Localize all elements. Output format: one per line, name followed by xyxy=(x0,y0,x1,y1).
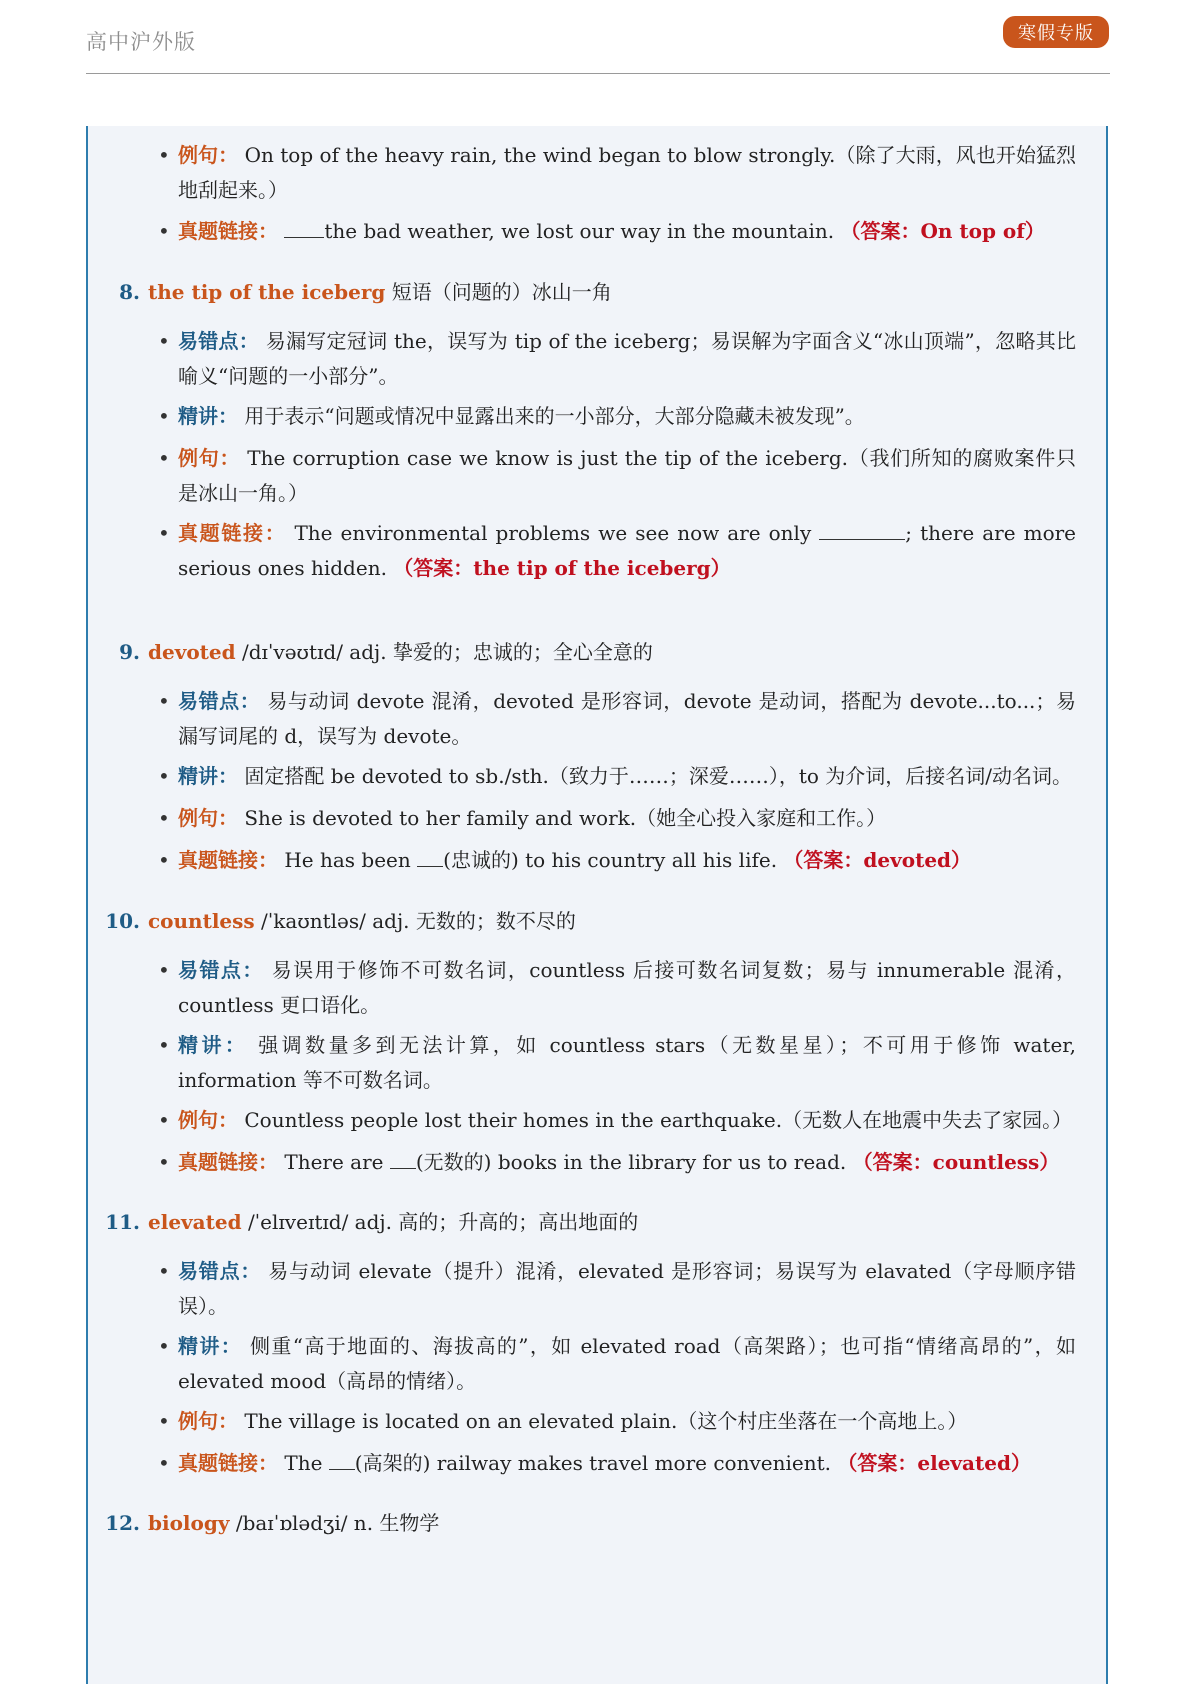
mistake-text: 易误用于修饰不可数名词，countless 后接可数名词复数；易与 innumerable 混淆，countless 更口语化。 xyxy=(178,958,1077,1017)
real-question-label: 真题链接： xyxy=(178,219,278,243)
example-label: 例句： xyxy=(178,1108,238,1132)
answer-blank xyxy=(819,521,905,540)
bullet-dot-icon: • xyxy=(158,521,170,545)
real-question-text: the bad weather, we lost our way in the mountain. xyxy=(324,219,835,243)
answer-text: （答案：devoted） xyxy=(783,848,972,872)
bullet-dot-icon: • xyxy=(158,329,170,353)
bullet-dot-icon: • xyxy=(158,143,170,167)
bullet-dot-icon: • xyxy=(158,1150,170,1174)
headword: the tip of the iceberg xyxy=(148,280,386,304)
bullet-dot-icon: • xyxy=(158,1334,170,1358)
real-question-text: The xyxy=(284,1451,323,1475)
example-text: Countless people lost their homes in the earthquake.（无数人在地震中失去了家园。） xyxy=(244,1108,1073,1132)
real-question-text: (无数的) books in the library for us to read. xyxy=(415,1150,847,1174)
headword: elevated xyxy=(148,1210,242,1234)
answer-blank xyxy=(284,219,324,238)
headword: devoted xyxy=(148,640,236,664)
mistake-label: 易错点： xyxy=(178,1259,262,1283)
entry-number: 11. xyxy=(105,1210,140,1234)
answer-blank xyxy=(329,1451,355,1470)
entry-number: 12. xyxy=(105,1511,140,1535)
definition: /baɪˈɒlədʒi/ n. 生物学 xyxy=(235,1511,440,1535)
answer-text: （答案：countless） xyxy=(852,1150,1060,1174)
entry-number: 10. xyxy=(105,909,140,933)
bullet-dot-icon: • xyxy=(158,806,170,830)
edition-badge: 寒假专版 xyxy=(1003,16,1109,48)
real-question-label: 真题链接： xyxy=(178,1150,278,1174)
real-question-text: (高架的) railway makes travel more convenient. xyxy=(354,1451,832,1475)
definition: /dɪˈvəʊtɪd/ adj. 挚爱的；忠诚的；全心全意的 xyxy=(241,640,653,664)
real-question-label: 真题链接： xyxy=(178,521,287,545)
bullet-dot-icon: • xyxy=(158,958,170,982)
real-question-text: There are xyxy=(284,1150,384,1174)
entry-number: 9. xyxy=(119,640,140,664)
bullet-dot-icon: • xyxy=(158,1409,170,1433)
bullet-dot-icon: • xyxy=(158,1108,170,1132)
mistake-text: 易与动词 elevate（提升）混淆，elevated 是形容词；易误写为 elavated（字母顺序错误）。 xyxy=(178,1259,1077,1318)
answer-blank xyxy=(417,848,443,867)
definition: 短语（问题的）冰山一角 xyxy=(391,280,612,304)
answer-blank xyxy=(390,1150,416,1169)
answer-text: （答案：the tip of the iceberg） xyxy=(393,556,731,580)
example-text: The village is located on an elevated plain.（这个村庄坐落在一个高地上。） xyxy=(244,1409,968,1433)
bullet-dot-icon: • xyxy=(158,689,170,713)
mistake-text: 易与动词 devote 混淆，devoted 是形容词，devote 是动词，搭配为 devote...to...；易漏写词尾的 d，误写为 devote。 xyxy=(178,689,1076,748)
explain-label: 精讲： xyxy=(178,1334,243,1358)
headword: countless xyxy=(148,909,255,933)
bullet-dot-icon: • xyxy=(158,1259,170,1283)
header-divider xyxy=(86,73,1110,74)
vocab-content-panel xyxy=(86,126,1108,1684)
explain-label: 精讲： xyxy=(178,404,238,428)
answer-text: （答案：elevated） xyxy=(837,1451,1031,1475)
mistake-label: 易错点： xyxy=(178,958,264,982)
page-header-title: 高中沪外版 xyxy=(86,30,196,54)
bullet-dot-icon: • xyxy=(158,1451,170,1475)
mistake-label: 易错点： xyxy=(178,329,260,353)
definition: /ˈelɪveɪtɪd/ adj. 高的；升高的；高出地面的 xyxy=(247,1210,639,1234)
example-label: 例句： xyxy=(178,143,239,167)
bullet-dot-icon: • xyxy=(158,446,170,470)
entry-number: 8. xyxy=(119,280,140,304)
explain-label: 精讲： xyxy=(178,764,238,788)
bullet-dot-icon: • xyxy=(158,404,170,428)
bullet-dot-icon: • xyxy=(158,1033,170,1057)
real-question-text: (忠诚的) to his country all his life. xyxy=(443,848,778,872)
example-label: 例句： xyxy=(178,446,241,470)
explain-text: 强调数量多到无法计算，如 countless stars（无数星星）；不可用于修饰 water, information 等不可数名词。 xyxy=(178,1033,1077,1092)
mistake-label: 易错点： xyxy=(178,689,261,713)
real-question-label: 真题链接： xyxy=(178,848,278,872)
definition: /ˈkaʊntləs/ adj. 无数的；数不尽的 xyxy=(261,909,576,933)
real-question-text: The environmental problems we see now are only xyxy=(294,521,812,545)
mistake-text: 易漏写定冠词 the，误写为 tip of the iceberg；易误解为字面含义“冰山顶端”，忽略其比喻义“问题的一小部分”。 xyxy=(178,329,1077,388)
real-question-label: 真题链接： xyxy=(178,1451,278,1475)
explain-text: 用于表示“问题或情况中显露出来的一小部分，大部分隐藏未被发现”。 xyxy=(244,404,865,428)
bullet-dot-icon: • xyxy=(158,764,170,788)
example-label: 例句： xyxy=(178,806,238,830)
real-question-text: He has been xyxy=(284,848,411,872)
explain-text: 固定搭配 be devoted to sb./sth.（致力于……；深爱……），to 为介词，后接名词/动名词。 xyxy=(244,764,1073,788)
example-text: She is devoted to her family and work.（她全心投入家庭和工作。） xyxy=(244,806,887,830)
example-text: On top of the heavy rain, the wind began to blow strongly.（除了大雨，风也开始猛烈地刮起来。） xyxy=(178,143,1077,202)
explain-label: 精讲： xyxy=(178,1033,249,1057)
real-question-text: ; there are more serious ones hidden. xyxy=(178,521,1077,580)
answer-text: （答案：On top of） xyxy=(840,219,1045,243)
bullet-dot-icon: • xyxy=(158,219,170,243)
bullet-dot-icon: • xyxy=(158,848,170,872)
example-label: 例句： xyxy=(178,1409,238,1433)
example-text: The corruption case we know is just the tip of the iceberg.（我们所知的腐败案件只是冰山一角。） xyxy=(178,446,1077,505)
headword: biology xyxy=(148,1511,230,1535)
explain-text: 侧重“高于地面的、海拔高的”，如 elevated road（高架路）；也可指“情绪高昂的”，如 elevated mood（高昂的情绪）。 xyxy=(178,1334,1077,1393)
